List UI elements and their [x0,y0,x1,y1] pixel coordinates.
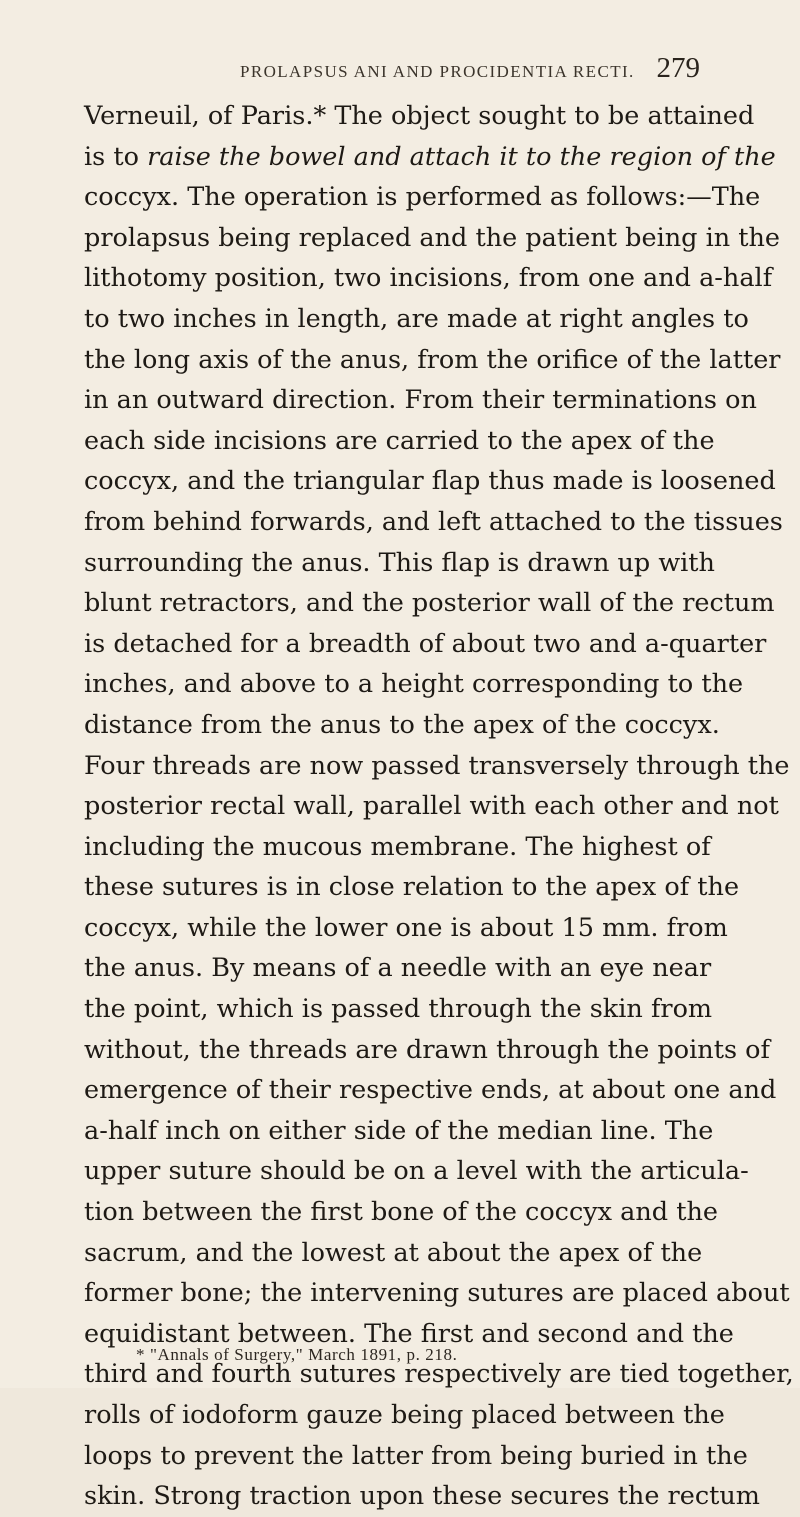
text-line: skin. Strong traction upon these secures the rectum [84,1481,760,1512]
text-line: coccyx. The operation is performed as follows:—The [84,182,761,213]
text-line: the long axis of the anus, from the orifice of the latter [84,344,781,375]
text-line: Verneuil, of Paris.* The object sought to be attained [84,101,755,131]
page-number: 279 [656,52,700,84]
text-line: without, the threads are drawn through the points of [84,1034,770,1065]
body-text [84,96,794,1517]
text-line: is detached for a breadth of about two and a-quarter [84,628,767,659]
text-line: to two inches in length, are made at right angles to [84,303,749,334]
text-line: upper suture should be on a level with the articula- [84,1156,749,1187]
text-line: third and fourth sutures respectively are tied together, [84,1359,794,1390]
text-line: a-half inch on either side of the median line. The [84,1115,714,1146]
running-title: PROLAPSUS ANI AND PROCIDENTIA RECTI. [240,62,635,81]
text-line-start: is to [84,141,148,172]
text-line: emergence of their respective ends, at about one and [84,1075,777,1106]
text-line: prolapsus being replaced and the patient being in the [84,222,781,253]
text-line: including the mucous membrane. The highest of [84,831,711,862]
text-line: sacrum, and the lowest at about the apex of the [84,1237,703,1268]
text-line [84,137,776,178]
italic-phrase: raise the bowel and attach it to the region of the [147,141,776,172]
text-line: surrounding the anus. This flap is drawn up with [84,547,715,578]
text-line: coccyx, while the lower one is about 15 mm. from [84,912,728,943]
text-line: these sutures is in close relation to the apex of the [84,872,740,903]
text-line: the point, which is passed through the skin from [84,994,713,1025]
footnote: * "Annals of Surgery," March 1891, p. 218. [136,1345,458,1364]
text-line: each side incisions are carried to the apex of the [84,425,715,456]
text-line: tion between the first bone of the coccyx and the [84,1197,718,1228]
running-head [84,52,700,88]
text-line: rolls of iodoform gauze being placed between the [84,1400,725,1430]
text-line: former bone; the intervening sutures are placed about [84,1278,790,1309]
text-line: inches, and above to a height corresponding to the [84,669,744,700]
text-line: in an outward direction. From their terminations on [84,385,757,416]
text-line: Four threads are now passed transversely through the [84,750,790,781]
text-line: coccyx, and the triangular flap thus made is loosened [84,466,776,497]
text-line: the anus. By means of a needle with an eye near [84,953,712,984]
text-line: blunt retractors, and the posterior wall of the rectum [84,588,775,619]
text-line: equidistant between. The first and second and the [84,1318,734,1349]
text-line: distance from the anus to the apex of the coccyx. [84,709,720,740]
text-line: lithotomy position, two incisions, from one and a-half [84,263,773,294]
text-line: from behind forwards, and left attached to the tissues [84,506,783,537]
text-line: posterior rectal wall, parallel with each other and not [84,791,779,822]
text-line: loops to prevent the latter from being buried in the [84,1440,748,1471]
